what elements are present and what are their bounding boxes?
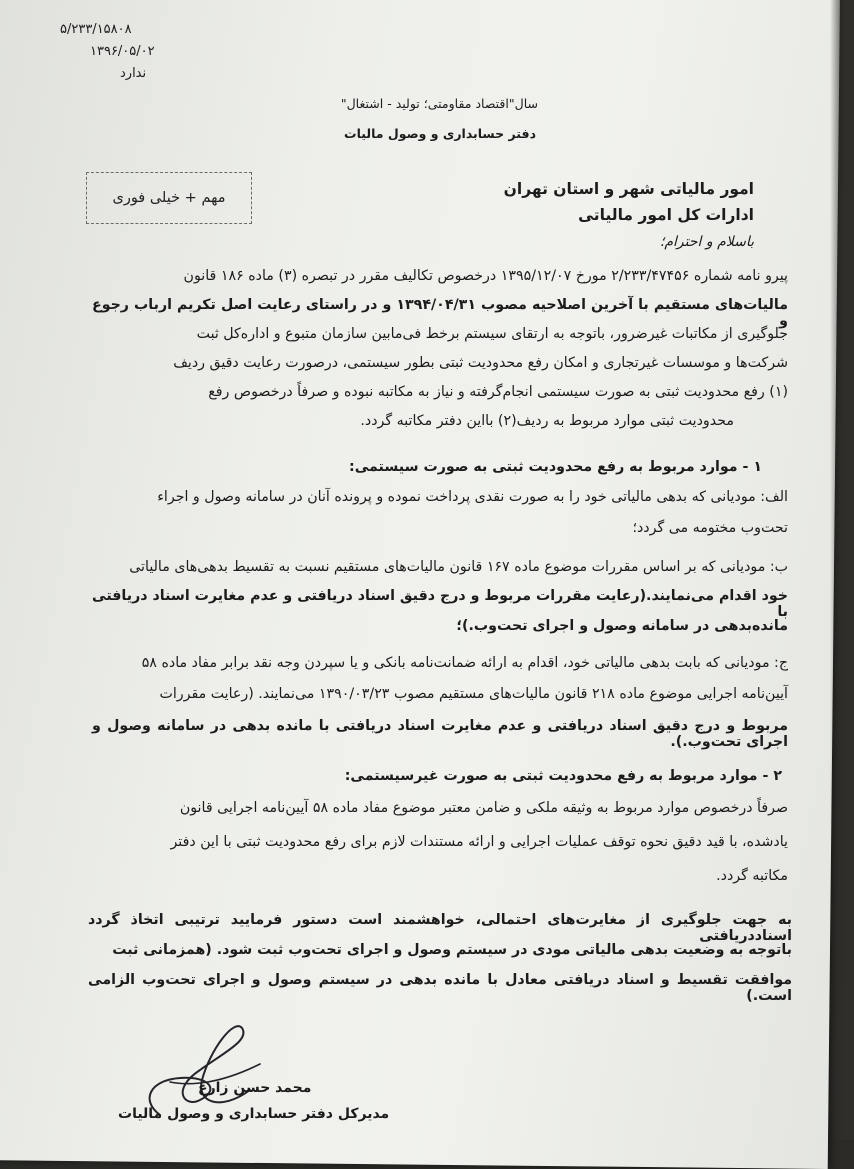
closing-line: به جهت جلوگیری از مغایرت‌های احتمالی، خواهشمند است دستور فرمایید ترتیبی اتخاذ گردد اسناددریافتی bbox=[88, 912, 792, 944]
intro-line: مالیات‌های مستقیم با آخرین اصلاحیه مصوب ۱۳۹۴/۰۴/۳۱ و در راستای رعایت اصل تکریم ارباب رجوع و bbox=[92, 297, 788, 329]
section-2-title: ۲ - موارد مربوط به رفع محدودیت ثبتی به صورت غیرسیستمی: bbox=[344, 768, 782, 784]
item-jim-line: مربوط و درج دقیق اسناد دریافتی و عدم مغایرت اسناد دریافتی با مانده بدهی در سامانه وصول و اجرای تحت‌وب.). bbox=[92, 718, 788, 750]
closing-line: موافقت تقسیط و اسناد دریافتی معادل با مانده بدهی در سیستم وصول و اجرای تحت‌وب الزامی است.) bbox=[88, 972, 792, 1004]
background-edge bbox=[830, 0, 854, 1140]
signer-title: مدیرکل دفتر حسابداری و وصول مالیات bbox=[118, 1106, 390, 1122]
intro-line: جلوگیری از مکاتبات غیرضرور، باتوجه به ارتقای سیستم برخط فی‌مابین سازمان متبوع و اداره‌کل ثبت bbox=[196, 326, 788, 342]
priority-stamp: مهم + خیلی فوری bbox=[86, 172, 252, 224]
recipient-line-1: امور مالیاتی شهر و استان تهران bbox=[503, 180, 754, 198]
intro-line: پیرو نامه شماره ۲/۲۳۳/۴۷۴۵۶ مورخ ۱۳۹۵/۱۲/۰۷ درخصوص تکالیف مقرر در تبصره (۳) ماده ۱۸۶ قانون bbox=[183, 268, 788, 284]
intro-line: شرکت‌ها و موسسات غیرتجاری و امکان رفع محدودیت ثبتی بطور سیستمی، درصورت رعایت دقیق ردیف bbox=[173, 355, 788, 371]
item-be-line: ب: مودیانی که بر اساس مقررات موضوع ماده ۱۶۷ قانون مالیات‌های مستقیم نسبت به تقسیط بدهی‌های مالیاتی bbox=[129, 559, 788, 575]
item-alef-line: الف: مودیانی که بدهی مالیاتی خود را به صورت نقدی پرداخت نموده و پرونده آنان در سامانه وصول و اجراء bbox=[157, 489, 788, 505]
item-be-line: خود اقدام می‌نمایند.(رعایت مقررات مربوط و درج دقیق اسناد دریافتی و عدم مغایرت اسناد دریافتی با bbox=[92, 588, 788, 620]
section-1-title: ۱ - موارد مربوط به رفع محدودیت ثبتی به صورت سیستمی: bbox=[349, 459, 762, 475]
closing-line: باتوجه به وضعیت بدهی مالیاتی مودی در سیستم وصول و اجرای تحت‌وب ثبت شود. (همزمانی ثبت bbox=[112, 942, 792, 958]
section-2-line: مکاتبه گردد. bbox=[716, 868, 788, 884]
intro-line: محدودیت ثبتی موارد مربوط به ردیف(۲) بااین دفتر مکاتبه گردد. bbox=[360, 413, 734, 429]
section-2-line: یادشده، با قید دقیق نحوه توقف عملیات اجرایی و ارائه مستندات لازم برای رفع محدودیت ثبتی با این دفتر bbox=[170, 834, 788, 850]
item-jim-line: آیین‌نامه اجرایی موضوع ماده ۲۱۸ قانون مالیات‌های مستقیم مصوب ۱۳۹۰/۰۳/۲۳ می‌نمایند. (رعایت مقررات bbox=[159, 686, 788, 702]
reference-date: ۱۳۹۶/۰۵/۰۲ bbox=[90, 44, 155, 59]
intro-line: (۱) رفع محدودیت ثبتی به صورت سیستمی انجام‌گرفته و نیاز به مکاتبه نبوده و صرفاً درخصوص رفع bbox=[208, 384, 788, 400]
section-2-line: صرفاً درخصوص موارد مربوط به وثیقه ملکی و ضامن معتبر موضوع مفاد ماده ۵۸ آیین‌نامه اجرایی قانون bbox=[179, 800, 788, 816]
greeting: باسلام و احترام؛ bbox=[659, 234, 754, 250]
office-name: دفتر حسابداری و وصول مالیات bbox=[344, 126, 536, 141]
recipient-line-2: ادارات کل امور مالیاتی bbox=[578, 206, 754, 224]
item-be-line: مانده‌بدهی در سامانه وصول و اجرای تحت‌وب.)؛ bbox=[456, 618, 788, 634]
signer-name: محمد حسن زارع bbox=[198, 1080, 312, 1096]
reference-number: ۵/۲۳۳/۱۵۸۰۸ bbox=[60, 22, 132, 37]
reference-attachment: ندارد bbox=[120, 66, 147, 81]
item-alef-line: تحت‌وب مختومه می گردد؛ bbox=[632, 520, 788, 536]
item-jim-line: ج: مودیانی که بابت بدهی مالیاتی خود، اقدام به ارائه ضمانت‌نامه بانکی و یا سپردن وجه نقد برابر مفاد ماده ۵۸ bbox=[141, 655, 788, 671]
year-motto: سال"اقتصاد مقاومتی؛ تولید - اشتغال" bbox=[340, 96, 538, 111]
